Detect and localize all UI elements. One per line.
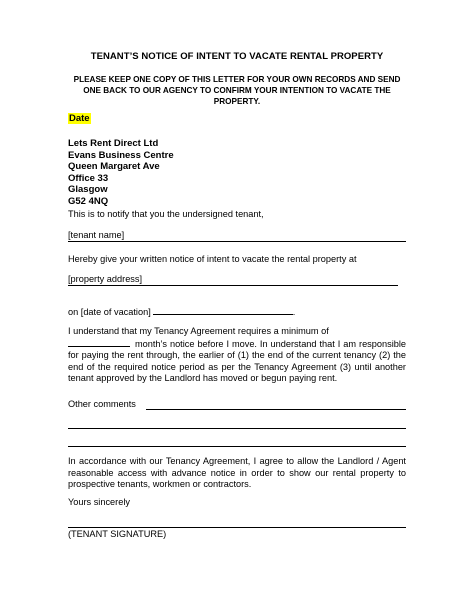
address-line: Lets Rent Direct Ltd <box>68 138 159 149</box>
address-line: Queen Margaret Ave <box>68 161 160 173</box>
other-comments-label: Other comments <box>68 399 136 409</box>
notice-months-blank[interactable] <box>68 338 130 347</box>
address-line: Glasgow <box>68 184 108 196</box>
property-address-row <box>68 274 406 286</box>
date-label[interactable]: Date <box>69 113 90 124</box>
address-line: G52 4NQ <box>68 195 109 207</box>
access-paragraph: In accordance with our Tenancy Agreement, I agree to allow the Landlord / Agent reasonable access with advance notice in order to show our rental property to prospective tenants, workmen or contractors. <box>68 456 406 489</box>
instruction-note: PLEASE KEEP ONE COPY OF THIS LETTER FOR YOUR OWN RECORDS AND SEND ONE BACK TO OUR AGENCY TO CONFIRM YOUR INTENTION TO VACATE THE PROPERTY. <box>73 75 401 106</box>
signature-label: (TENANT SIGNATURE) <box>68 529 167 539</box>
property-address-field[interactable]: [property address] <box>68 274 143 284</box>
vacation-date-field[interactable]: on [date of vacation] <box>68 307 151 317</box>
vacation-date-period: . <box>292 307 296 317</box>
tenant-name-line <box>68 241 406 242</box>
tenant-name-field[interactable]: [tenant name] <box>68 230 125 240</box>
understand-body <box>68 338 406 385</box>
other-comments-line-1[interactable] <box>146 409 406 410</box>
signature-line[interactable] <box>68 527 406 528</box>
notify-text: This is to notify that you the undersigned tenant, <box>68 209 264 219</box>
agency-address <box>68 138 174 208</box>
closing-text: Yours sincerely <box>68 497 130 507</box>
understand-text: month’s notice before I move. In understand that I am responsible for paying the rent through, the earlier of (1) the end of the current tenancy (2) the end of the required notice period as per the Tenancy Agreement (3) until another tenant approved by the Landlord has moved or begun paying rent. <box>68 338 406 383</box>
property-address-line <box>68 285 398 286</box>
hereby-text: Hereby give your written notice of intent to vacate the rental property at <box>68 254 357 264</box>
vacation-date-blank[interactable] <box>153 306 293 315</box>
other-comments-line-3[interactable] <box>68 446 406 447</box>
other-comments-line-2[interactable] <box>68 428 406 429</box>
address-line: Office 33 <box>68 172 109 184</box>
understand-line-1: I understand that my Tenancy Agreement requires a minimum of <box>68 326 329 336</box>
understand-paragraph <box>68 326 406 385</box>
document-title: TENANT’S NOTICE OF INTENT TO VACATE RENTAL PROPERTY <box>90 51 384 62</box>
vacation-date-row <box>68 306 406 319</box>
address-line: Evans Business Centre <box>68 149 174 161</box>
